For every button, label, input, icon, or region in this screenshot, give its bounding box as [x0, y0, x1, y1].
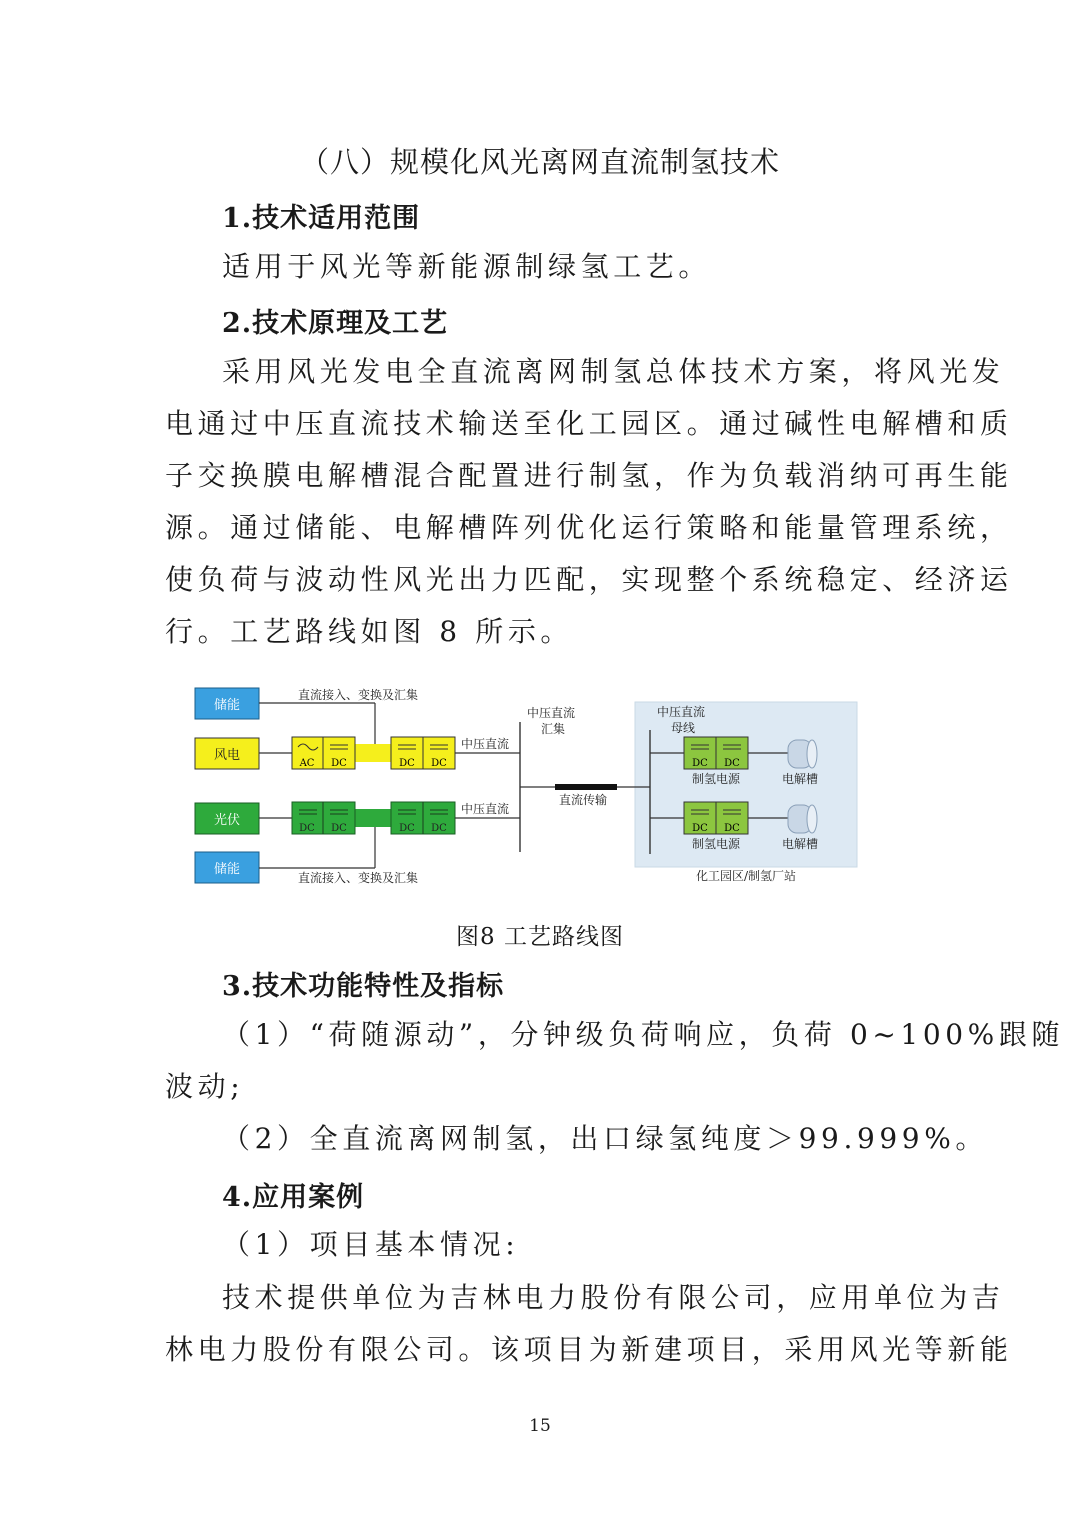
svg-text:DC: DC [692, 823, 708, 834]
heading-features: 3.技术功能特性及指标 [222, 971, 505, 1002]
process-route-diagram [190, 682, 870, 892]
mv-collect-label-2: 汇集 [541, 722, 566, 736]
storage-top-label: 储能 [213, 698, 241, 713]
feature-line-2: 波动; [165, 1070, 245, 1103]
storage-bottom-label: 储能 [213, 862, 241, 877]
dc-access-top-label: 直流接入、变换及汇集 [298, 688, 419, 702]
site-area [635, 702, 857, 867]
heading-principle: 2.技术原理及工艺 [222, 308, 449, 339]
case-line-1: （1）项目基本情况: [222, 1228, 520, 1261]
feature-line-1: （1）“荷随源动”，分钟级负荷响应，负荷 0~100%跟随 [222, 1018, 1065, 1051]
site-label: 化工园区/制氢厂站 [695, 869, 797, 883]
heading-case: 4.应用案例 [222, 1182, 365, 1213]
svg-text:DC: DC [431, 823, 447, 834]
dc-access-bottom-label: 直流接入、变换及汇集 [298, 871, 419, 885]
svg-text:DC: DC [431, 758, 447, 769]
electrolyzer-label-1: 电解槽 [781, 772, 819, 786]
case-line-3: 林电力股份有限公司。该项目为新建项目，采用风光等新能 [165, 1333, 1013, 1366]
principle-line-3: 子交换膜电解槽混合配置进行制氢，作为负载消纳可再生能 [165, 459, 1013, 492]
principle-line-2: 电通过中压直流技术输送至化工园区。通过碱性电解槽和质 [165, 407, 1013, 440]
svg-text:DC: DC [331, 823, 347, 834]
pv-label: 光伏 [213, 813, 241, 828]
principle-line-6: 行。工艺路线如图 8 所示。 [165, 615, 574, 648]
svg-text:DC: DC [724, 823, 740, 834]
bus-label-1: 中压直流 [657, 705, 706, 719]
bus-label-2: 母线 [671, 721, 696, 735]
case-line-2: 技术提供单位为吉林电力股份有限公司，应用单位为吉 [222, 1281, 1005, 1314]
h2-power-label-2: 制氢电源 [691, 837, 741, 851]
svg-text:DC: DC [399, 758, 415, 769]
principle-line-1: 采用风光发电全直流离网制氢总体技术方案，将风光发 [222, 355, 1005, 388]
dc-transmission-label: 直流传输 [559, 793, 608, 807]
svg-text:DC: DC [724, 758, 740, 769]
mv-collect-label-1: 中压直流 [527, 706, 576, 720]
svg-text:DC: DC [331, 758, 347, 769]
h2-power-label-1: 制氢电源 [691, 772, 741, 786]
svg-text:DC: DC [692, 758, 708, 769]
section-title: （八）规模化风光离网直流制氢技术 [299, 145, 780, 179]
wind-label: 风电 [213, 748, 241, 763]
page-number: 15 [529, 1416, 551, 1436]
dc-transmission-line [555, 784, 617, 790]
mv-dc-label-1: 中压直流 [461, 737, 510, 751]
principle-line-4: 源。通过储能、电解槽阵列优化运行策略和能量管理系统， [165, 511, 1013, 544]
svg-text:AC: AC [299, 758, 315, 769]
svg-text:DC: DC [299, 823, 315, 834]
scope-body: 适用于风光等新能源制绿氢工艺。 [222, 250, 712, 283]
feature-line-3: （2）全直流离网制氢，出口绿氢纯度＞99.999%。 [222, 1122, 988, 1155]
principle-line-5: 使负荷与波动性风光出力匹配，实现整个系统稳定、经济运 [165, 563, 1013, 596]
figure-caption: 图8 工艺路线图 [456, 924, 624, 950]
electrolyzer-label-2: 电解槽 [781, 837, 819, 851]
heading-scope: 1.技术适用范围 [222, 203, 421, 234]
svg-text:DC: DC [399, 823, 415, 834]
mv-dc-label-2: 中压直流 [461, 802, 510, 816]
